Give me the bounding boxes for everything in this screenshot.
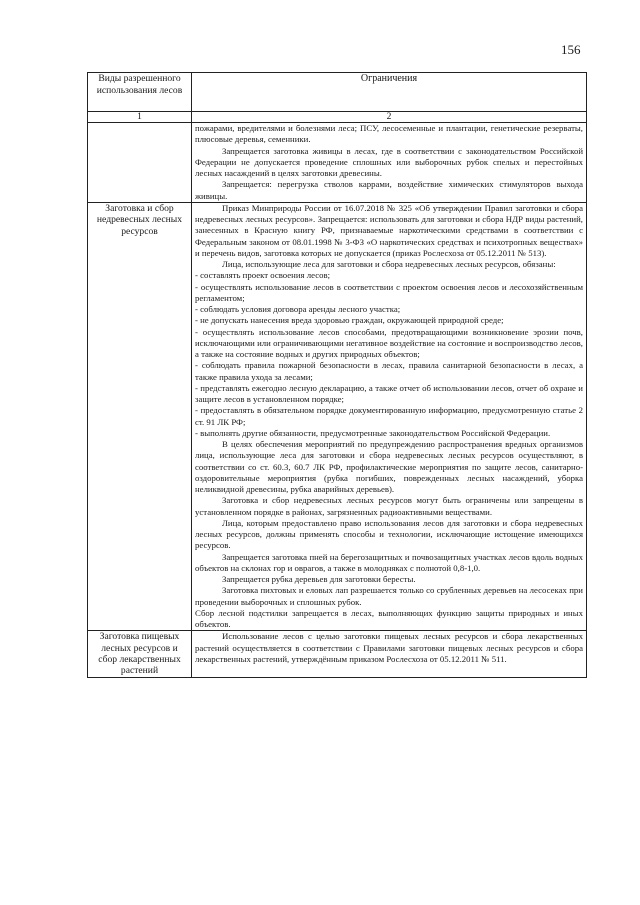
column-number-2: 2 bbox=[192, 112, 587, 123]
forest-use-type-cell: Заготовка пищевых лесных ресурсов и сбор лекарственных растений bbox=[88, 631, 192, 678]
restrictions-cell bbox=[192, 631, 587, 678]
restriction-paragraph: - выполнять другие обязанности, предусмотренные законодательством Российской Федерации. bbox=[195, 427, 551, 438]
header-forest-use-types: Виды разрешенного использования лесов bbox=[88, 73, 192, 112]
restriction-paragraph: пожарами, вредителями и болезнями леса; ПСУ, лесосеменные и плантации, генетические резерваты, плюсовые деревья, семенники. bbox=[195, 123, 583, 145]
restriction-paragraph: - предоставлять в обязательном порядке документированную информацию, предусмотренную статье 2 ст. 91 ЛК РФ; bbox=[195, 405, 583, 427]
restriction-paragraph: Лица, которым предоставлено право использования лесов для заготовки и сбора недревесных лесных ресурсов, должны применять способы и технологии, исключающие истощение имеющихся ресурсов. bbox=[195, 517, 583, 551]
table-header-row bbox=[88, 73, 587, 112]
restriction-paragraph: - не допускать нанесения вреда здоровью граждан, окружающей природной среде; bbox=[195, 315, 504, 326]
table-body bbox=[88, 123, 587, 678]
restriction-paragraph: Запрещается заготовка пней на берегозащитных и почвозащитных участках лесов вдоль водных объектов на склонах гор и оврагов, а также в молодняках с полнотой 0,8-1,0. bbox=[195, 551, 583, 573]
restrictions-table bbox=[87, 72, 587, 678]
restriction-paragraph: Заготовка пихтовых и еловых лап разрешается только со срубленных деревьев на лесосеках при проведении выборочных и сплошных рубок. bbox=[195, 585, 583, 607]
restriction-paragraph: Запрещается заготовка живицы в лесах, где в соответствии с законодательством Российской Федерации не допускается проведение сплошных или выборочных рубок спелых и перестойных лесных насаждений в целях заготовки древесины. bbox=[195, 145, 583, 178]
restriction-paragraph: - осуществлять использование лесов в соответствии с проектом освоения лесов и лесохозяйственным регламентом; bbox=[195, 281, 583, 303]
restrictions-cell bbox=[192, 202, 587, 631]
restriction-paragraph: Использование лесов с целью заготовки пищевых лесных ресурсов и сбора лекарственных растений осуществляется в соответствии с Правилами заготовки пищевых лесных ресурсов и сбора лекарственных растений, утверждённым приказом Рослесхоза от 05.12.2011 № 511. bbox=[195, 631, 583, 664]
restriction-paragraph: - представлять ежегодно лесную декларацию, а также отчет об использовании лесов, отчет об охране и защите лесов в установленном порядке; bbox=[195, 382, 583, 404]
restriction-paragraph: Сбор лесной подстилки запрещается в лесах, выполняющих функцию защиты природных и иных объектов. bbox=[195, 607, 583, 629]
restriction-paragraph: - составлять проект освоения лесов; bbox=[195, 270, 331, 281]
restriction-paragraph: - осуществлять использование лесов способами, предотвращающими возникновение эрозии почв, исключающими или ограничивающими негативное воздействие на состояние и воспроизводство лесов, а также на состояние водных и других природных объектов; bbox=[195, 326, 583, 359]
column-number-row bbox=[88, 112, 587, 123]
table-row bbox=[88, 631, 587, 678]
restriction-paragraph: - соблюдать условия договора аренды лесного участка; bbox=[195, 304, 401, 314]
page-number: 156 bbox=[561, 42, 581, 57]
restrictions-cell bbox=[192, 123, 587, 203]
forest-use-type-cell: Заготовка и сбор недревесных лесных ресурсов bbox=[88, 202, 192, 631]
restriction-paragraph: Лица, использующие леса для заготовки и сбора недревесных лесных ресурсов, обязаны: bbox=[222, 259, 556, 269]
table-row bbox=[88, 123, 587, 203]
restriction-paragraph: - соблюдать правила пожарной безопасности в лесах, правила санитарной безопасности в лесах, а также правила ухода за лесами; bbox=[195, 360, 583, 382]
column-number-1: 1 bbox=[88, 112, 192, 123]
restriction-paragraph: Заготовка и сбор недревесных лесных ресурсов могут быть ограничены или запрещены в установленном порядке в районах, загрязненных радиоактивными веществами. bbox=[195, 495, 583, 517]
table-row bbox=[88, 202, 587, 631]
restriction-paragraph: В целях обеспечения мероприятий по предупреждению распространения вредных организмов лица, использующие леса для заготовки и сбора недревесных лесных ресурсов осуществляют, в соответствии со ст. 60.3, 60.7 ЛК РФ, профилактические мероприятия по защите лесов, санитарно-оздоровительные мероприятия (рубка погибших, поврежденных лесных насаждений, уборка неликвидной древесины, рубка аварийных деревьев). bbox=[195, 439, 583, 494]
restriction-paragraph: Запрещается: перегрузка стволов каррами, воздействие химических стимуляторов выхода живицы. bbox=[195, 179, 583, 201]
restriction-paragraph: Приказ Минприроды России от 16.07.2018 № 325 «Об утверждении Правил заготовки и сбора недревесных лесных ресурсов». Запрещается: использовать для заготовки и сбора НДР виды растений, занесенных в Красную книгу РФ, признаваемые наркотическими средствами в соответствии с Федеральным законом от 08.01.1998 № 3-ФЗ «О наркотических средствах и психотропных веществах» и перечень видов, заготовка которых не допускается (приказ Рослесхоза от 05.12.2011 № 513). bbox=[195, 202, 583, 258]
forest-use-type-cell bbox=[88, 123, 192, 203]
header-restrictions: Ограничения bbox=[192, 73, 587, 112]
restriction-paragraph: Запрещается рубка деревьев для заготовки бересты. bbox=[222, 574, 416, 584]
